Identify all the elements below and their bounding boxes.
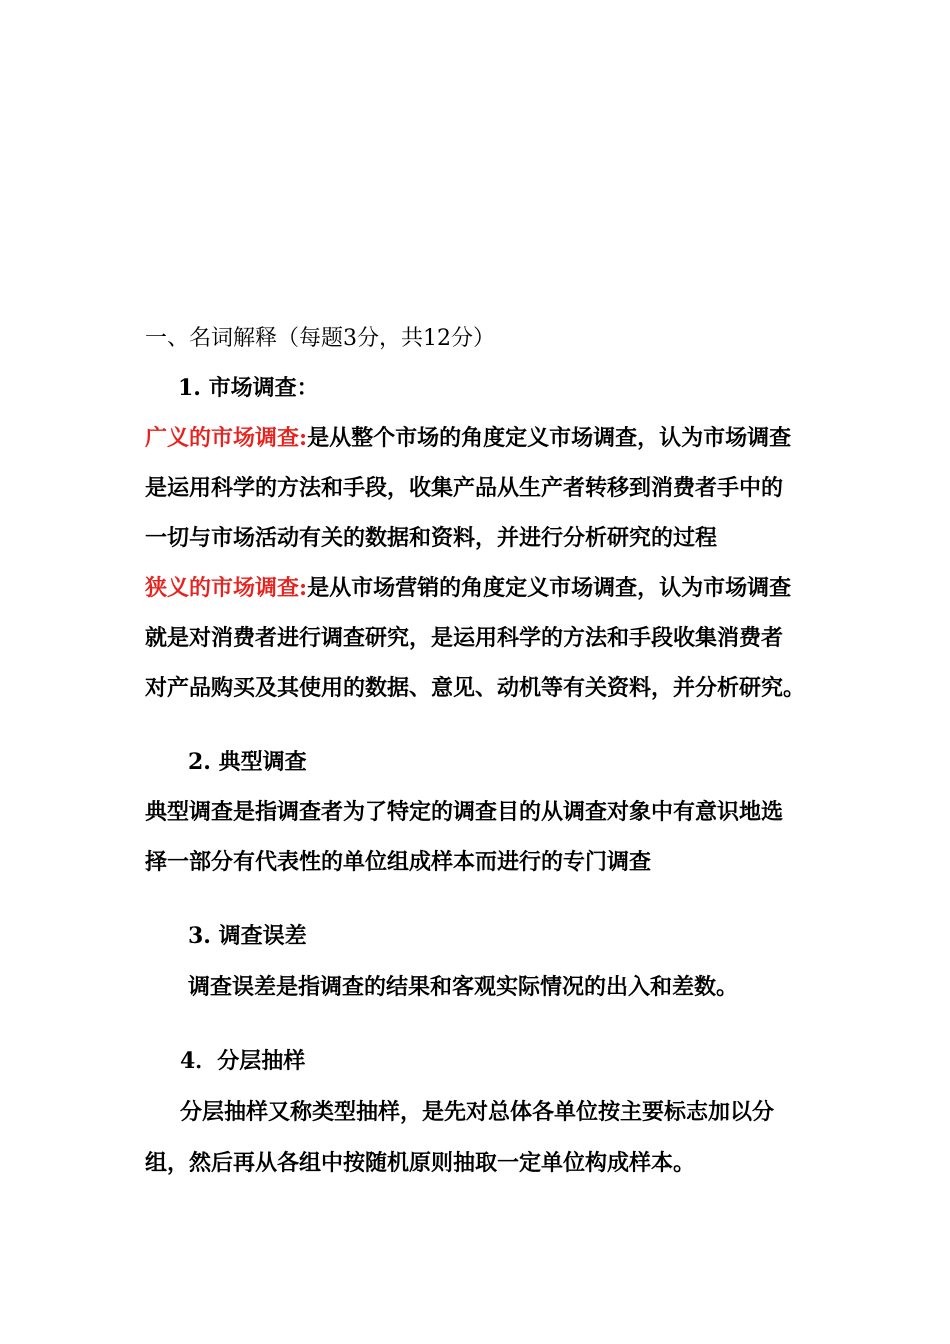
narrow-definition-text: 是从市场营销的角度定义市场调查，认为市场调查 bbox=[307, 575, 792, 601]
item-1-narrow-line-2: 就是对消费者进行调查研究，是运用科学的方法和手段收集消费者 bbox=[145, 625, 784, 651]
item-1-title: 1. 市场调查： bbox=[178, 375, 319, 401]
item-2-line-2: 择一部分有代表性的单位组成样本而进行的专门调查 bbox=[145, 849, 652, 875]
broad-definition-text: 是从整个市场的角度定义市场调查，认为市场调查 bbox=[307, 425, 792, 451]
item-1-narrow-line-1 bbox=[145, 573, 791, 603]
item-2-title: 2. 典型调查 bbox=[188, 749, 307, 775]
item-1-broad-line-1 bbox=[145, 423, 791, 453]
item-4-line-2: 组，然后再从各组中按随机原则抽取一定单位构成样本。 bbox=[145, 1150, 696, 1176]
item-1-broad-line-3: 一切与市场活动有关的数据和资料，并进行分析研究的过程 bbox=[145, 525, 718, 551]
item-4-title: 4．分层抽样 bbox=[180, 1048, 306, 1074]
item-3-title: 3. 调查误差 bbox=[188, 923, 307, 949]
item-3-line-1: 调查误差是指调查的结果和客观实际情况的出入和差数。 bbox=[188, 974, 739, 1000]
broad-definition-term: 广义的市场调查: bbox=[145, 425, 308, 451]
narrow-definition-term: 狭义的市场调查: bbox=[145, 575, 308, 601]
item-2-line-1: 典型调查是指调查者为了特定的调查目的从调查对象中有意识地选 bbox=[145, 799, 784, 825]
item-1-broad-line-2: 是运用科学的方法和手段，收集产品从生产者转移到消费者手中的 bbox=[145, 475, 784, 501]
item-4-line-1: 分层抽样又称类型抽样，是先对总体各单位按主要标志加以分 bbox=[180, 1099, 775, 1125]
item-1-narrow-line-3: 对产品购买及其使用的数据、意见、动机等有关资料，并分析研究。 bbox=[145, 675, 806, 701]
section-heading: 一、名词解释（每题3分，共12分） bbox=[145, 326, 495, 351]
